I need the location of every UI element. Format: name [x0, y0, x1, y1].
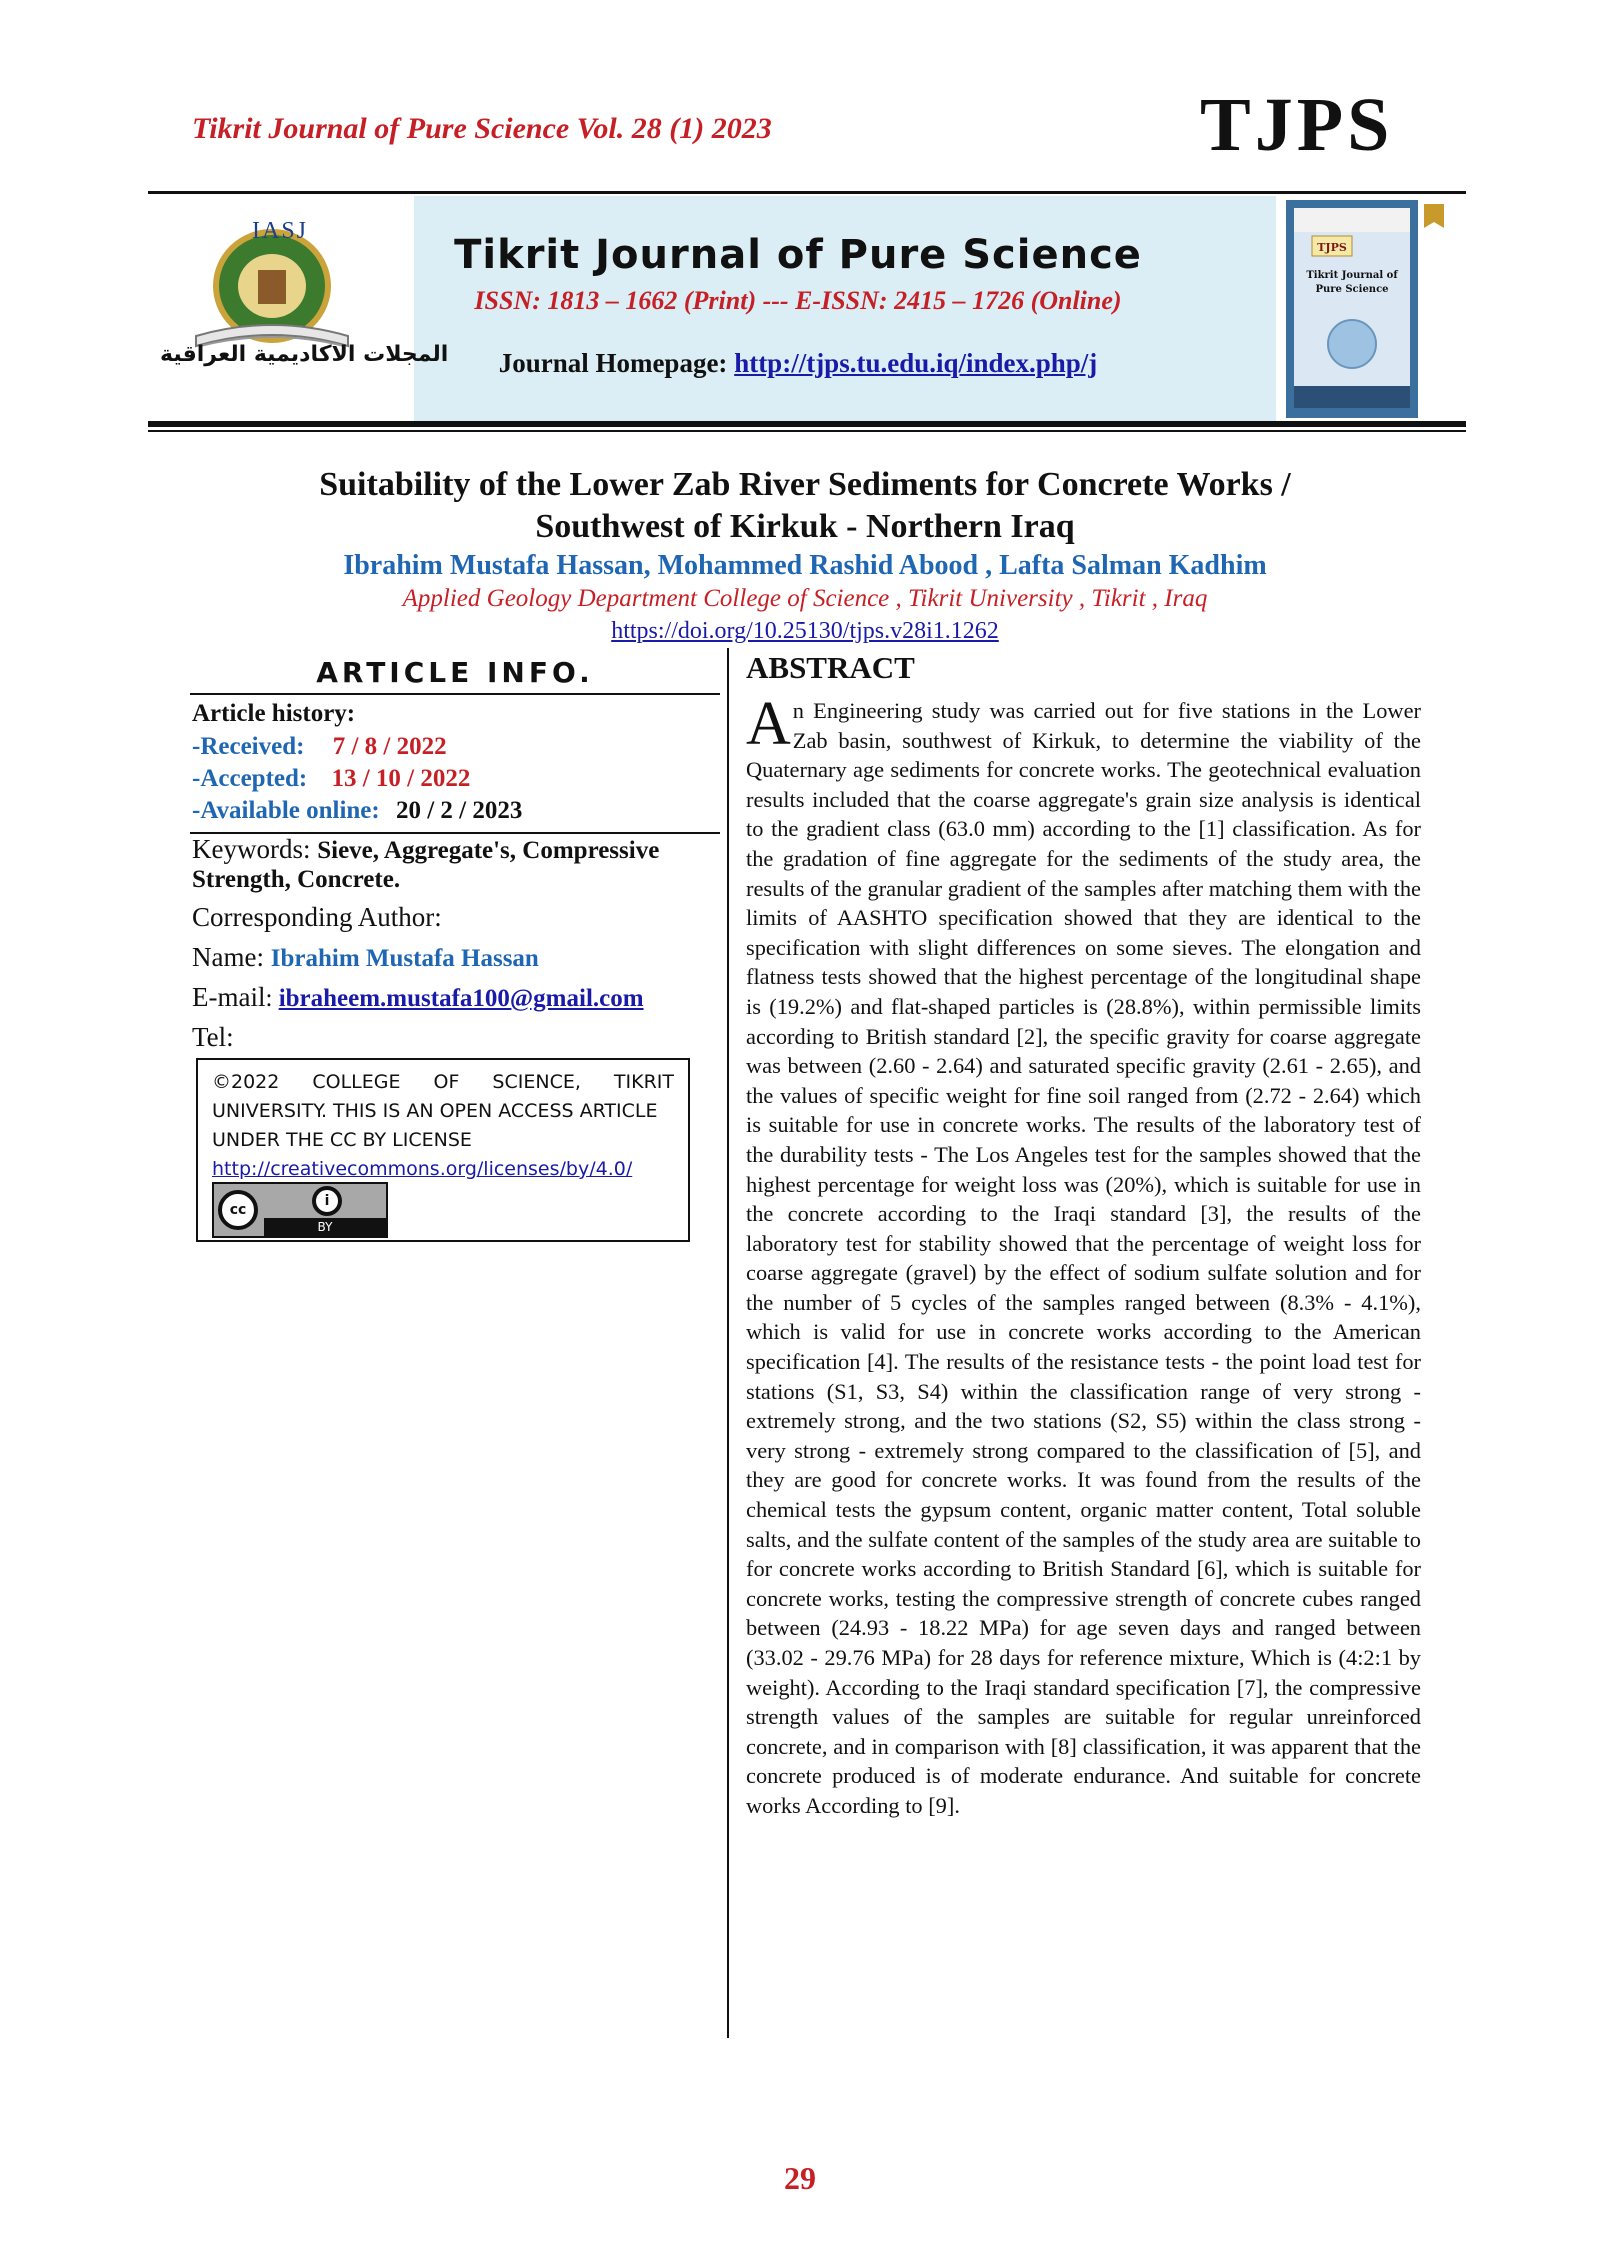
accepted-value: 13 / 10 / 2022 [331, 765, 471, 792]
name-value: Ibrahim Mustafa Hassan [270, 945, 539, 972]
keywords-line1: Sieve, Aggregate's, Compressive [317, 837, 660, 864]
homepage-label: Journal Homepage: [498, 348, 735, 378]
journal-homepage [418, 348, 1178, 379]
authors: Ibrahim Mustafa Hassan, Mohammed Rashid Abood , Lafta Salman Kadhim [343, 550, 1267, 581]
cc-icon: cc [218, 1190, 258, 1230]
received-label: -Received: [192, 733, 305, 760]
email-row: E-mail: ibraheem.mustafa100@gmail.com [192, 982, 644, 1012]
corresponding-label: Corresponding Author: [192, 902, 442, 932]
journal-cover-thumbnail [1276, 196, 1466, 422]
received-value: 7 / 8 / 2022 [332, 733, 447, 760]
cover-label: TJPS [1317, 241, 1347, 254]
available-value: 20 / 2 / 2023 [395, 797, 523, 824]
name-label: Name: [192, 942, 271, 972]
page-number: 29 [784, 2160, 816, 2196]
email-link[interactable]: ibraheem.mustafa100@gmail.com [278, 985, 644, 1012]
license-line1: ©2022 COLLEGE OF SCIENCE, TIKRIT [212, 1071, 674, 1093]
running-header: Tikrit Journal of Pure Science Vol. 28 (1) 2023 [192, 112, 772, 145]
keywords-row [192, 834, 659, 865]
column-divider [727, 648, 729, 2038]
doi-link[interactable]: https://doi.org/10.25130/tjps.v28i1.1262 [611, 618, 999, 644]
attribution-icon: i [312, 1186, 342, 1216]
iasj-label: IASJ [252, 218, 309, 244]
masthead-rule-thin [148, 430, 1466, 432]
article-info-heading: ARTICLE INFO. [316, 656, 594, 689]
article-info-rule [190, 693, 720, 695]
keywords-line2: Strength, Concrete. [192, 866, 401, 893]
paper-title-line2: Southwest of Kirkuk - Northern Iraq [535, 508, 1075, 545]
available-row [192, 797, 522, 825]
journal-cover-icon [1276, 196, 1466, 422]
license-line3: UNDER THE CC BY LICENSE [212, 1129, 472, 1151]
homepage-link[interactable]: http://tjps.tu.edu.iq/index.php/j [734, 348, 1098, 378]
abstract-text: n Engineering study was carried out for five stations in the Lower Zab basin, southwest of Kirkuk, to determine the viability of the Quaternary age sediments for concrete works. The geotechnical evaluation results included that the coarse aggregate's grain size analysis is identical to the gradient class (63.0 mm) according to the [1] classification. As for the gradation of fine aggregate for the sediments of the study area, the results of the granular gradient of the samples after matching them with the limits of AASHTO specification showed that they are identical to the specification with slight differences on some sieves. The elongation and flatness tests showed that the highest percentage of the longitudinal shape is (19.2%) and flat-shaped particles is (28.8%), within permissible limits according to British standard [2], the specific gravity for coarse aggregate was between (2.60 - 2.64) and saturated specific gravity (2.61 - 2.65), and the values of specific weight for fine soil ranged from (2.72 - 2.64) which is suitable for use in concrete works. The results of the laboratory test of the durability tests - The Los Angeles test for the samples showed that the highest percentage for weight loss was (20%), which is suitable for use in the concrete according to the Iraqi standard [3], the results of the laboratory test for stability showed that the percentage of weight loss for coarse aggregate (gravel) by the effect of sodium sulfate solution and for the number of 5 cycles of the samples ranged between (8.3% - 4.1%), which is valid for use in concrete works according to the American specification [4]. The results of the resistance tests - the point load test for stations (S1, S3, S4) within the classification range of very strong - extremely strong, and the two stations (S2, S5) within the class strong - very strong - extremely strong compared to the classification of [5], and they are good for concrete works. It was found from the results of the chemical tests the gypsum content, organic matter content, Total soluble salts, and the sulfate content of the samples of the study area are suitable to for concrete works according to British Standard [6], which is suitable for concrete works, testing the compressive strength of concrete cubes ranged between (24.93 - 18.22 MPa) for age seven days and ranged between (33.02 - 29.76 MPa) for 28 days for reference mixture, Which is (4:2:1 by weight). According to the Iraqi standard specification [7], the compressive strength values of the samples are suitable for regular unreinforced concrete, and in comparison with [8] classification, it was apparent that the concrete produced is of moderate endurance. And suitable for concrete works According to [9]. [746, 698, 1421, 1818]
available-label: -Available online: [192, 797, 380, 824]
cc-by-badge[interactable] [212, 1182, 388, 1238]
abstract-body [746, 690, 1421, 1821]
name-row [192, 942, 539, 973]
affiliation: Applied Geology Department College of Science , Tikrit University , Tikrit , Iraq [402, 585, 1208, 612]
journal-title: Tikrit Journal of Pure Science [454, 232, 1142, 278]
license-box [196, 1058, 690, 1242]
keywords-label: Keywords: [192, 834, 318, 864]
paper-title-line1: Suitability of the Lower Zab River Sediments for Concrete Works / [319, 466, 1291, 503]
license-link[interactable]: http://creativecommons.org/licenses/by/4.0/ [212, 1158, 633, 1180]
abstract-dropcap: A [746, 690, 791, 758]
iasj-arabic-label: المجلات الاكاديمية العراقية [160, 342, 449, 367]
issn-line: ISSN: 1813 – 1662 (Print) --- E-ISSN: 2415 – 1726 (Online) [474, 286, 1122, 315]
accepted-label: -Accepted: [192, 765, 308, 792]
abstract-heading: ABSTRACT [746, 650, 915, 685]
masthead-rule-thick [148, 421, 1466, 427]
article-history-rule [190, 832, 720, 834]
paper-title [160, 464, 1450, 548]
tel-label: Tel: [192, 1022, 234, 1052]
header-rule [148, 191, 1466, 194]
svg-text:Tikrit Journal of: Tikrit Journal of [1306, 270, 1398, 281]
received-row [192, 733, 447, 761]
brand-mark: TJPS [1200, 83, 1394, 167]
history-label: Article history: [192, 700, 356, 727]
doi [160, 618, 1450, 645]
by-label: BY [264, 1218, 386, 1236]
email-label: E-mail [192, 982, 266, 1012]
accepted-row [192, 765, 470, 793]
svg-text:Pure Science: Pure Science [1315, 284, 1389, 295]
license-line2: UNIVERSITY. THIS IS AN OPEN ACCESS ARTICLE [212, 1100, 658, 1122]
